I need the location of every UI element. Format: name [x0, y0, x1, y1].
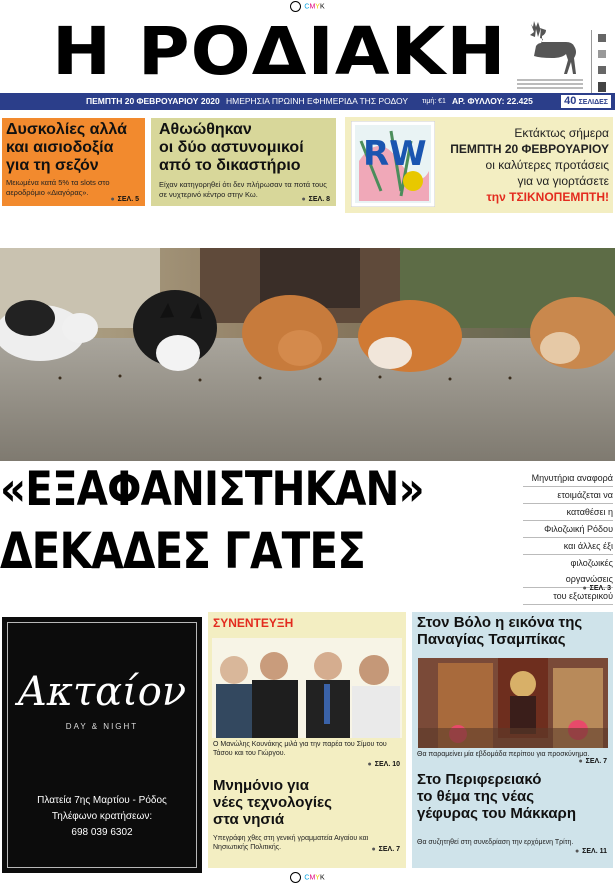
story-volos[interactable] — [412, 612, 613, 868]
interview-people-photo — [212, 638, 402, 738]
volos-summary: Θα παραμείνει μία εβδομάδα περίπου για προσκύνημα. — [417, 751, 590, 758]
cats-feeding-image — [0, 248, 615, 461]
issue-date: ΠΕΜΠΤΗ 20 ΦΕΒΡΟΥΑΡΙΟΥ 2020 — [86, 96, 220, 106]
story-police-headline: Αθωώθηκαν οι δύο αστυνομικοί από το δικαστήριο — [159, 121, 304, 174]
main-story-side-text: Μηνυτήρια αναφορά ετοιμάζεται να καταθέσει η Φιλοζωική Ρόδου και άλλες έξι φιλοζωικές οργανώσεις του εξωτερικού — [523, 470, 613, 605]
memorandum-headline: Μνημόνιο για νέες τεχνολογίες στα νησιά — [213, 777, 332, 828]
ad-aktaion[interactable] — [2, 617, 202, 873]
issue-number: ΑΡ. ΦΥΛΛΟΥ: 22.425 — [452, 96, 533, 106]
newspaper-tagline: ΗΜΕΡΗΣΙΑ ΠΡΩΙΝΗ ΕΦΗΜΕΡΙΔΑ ΤΗΣ ΡΟΔΟΥ — [226, 96, 409, 106]
main-story-page: ● ΣΕΛ. 3 — [582, 585, 611, 592]
barcode-strip — [591, 30, 612, 100]
story-interview[interactable] — [208, 612, 406, 868]
interview-caption: Ο Μανώλης Κουνάκης μιλά για την παρέα του Σίμου του Τάσου και του Γιώργου. — [213, 741, 387, 758]
bridge-page: ● ΣΕΛ. 11 — [575, 848, 607, 855]
page-count-badge: 40 ΣΕΛΙΔΕΣ — [561, 95, 611, 108]
main-headline-line1: «ΕΞΑΦΑΝΙΣΤΗΚΑΝ» — [0, 462, 424, 517]
interview-label: ΣΥΝΕΝΤΕΥΞΗ — [213, 616, 294, 630]
volos-page: ● ΣΕΛ. 7 — [578, 758, 607, 765]
barcode-icon — [592, 30, 612, 100]
story-police[interactable] — [151, 118, 336, 206]
main-headline-line2: ΔΕΚΑΔΕΣ ΓΑΤΕΣ — [0, 522, 366, 580]
memorandum-summary: Υπεγράφη χθες στη γενική γραμματεία Αιγαίου και Νησιωτικής Πολιτικής. — [213, 835, 369, 852]
print-registration-bottom: CMYK — [0, 872, 615, 883]
ad-subtitle: DAY & NIGHT — [65, 722, 139, 731]
bridge-headline: Στο Περιφερειακό το θέμα της νέας γέφυρας του Μάκκαρη — [417, 771, 576, 822]
bridge-summary: Θα συζητηθεί στη συνεδρίαση την ερχόμενη Τρίτη. — [417, 839, 574, 846]
cats-photo — [0, 248, 615, 461]
deer-logo-icon — [517, 18, 583, 92]
story-police-summary: Είχαν κατηγορηθεί ότι δεν πλήρωσαν τα ποτά τους σε νυχτερινό κέντρο στην Κω. — [159, 180, 327, 199]
masthead — [0, 8, 615, 92]
story-airport[interactable] — [2, 118, 145, 206]
promo-text: Εκτάκτως σήμερα ΠΕΜΠΤΗ 20 ΦΕΒΡΟΥΑΡΙΟΥ οι καλύτερες προτάσεις για να γιορτάσετε την ΤΣΙΚΝΟΠΕΜΠΤΗ! — [450, 126, 609, 204]
interview-page: ● ΣΕΛ. 10 — [368, 761, 400, 768]
story-police-page: ● ΣΕΛ. 8 — [301, 196, 330, 203]
story-airport-page: ● ΣΕΛ. 5 — [110, 196, 139, 203]
print-registration-top: CMYK — [0, 1, 615, 12]
volos-headline: Στον Βόλο η εικόνα της Παναγίας Τσαμπίκας — [417, 614, 583, 648]
story-airport-summary: Μειωμένα κατά 5% τα slots στο αεροδρόμιο «Διαγόρας». — [6, 178, 110, 197]
ad-contact: Πλατεία 7ης Μαρτίου - Ρόδος Τηλέφωνο κρατήσεων: 698 039 6302 — [37, 795, 167, 838]
memorandum-page: ● ΣΕΛ. 7 — [371, 846, 400, 853]
issue-price: τιμή: €1 — [422, 98, 446, 105]
magazine-cover-icon — [351, 121, 435, 207]
ad-brand: Ακταίον — [17, 669, 187, 715]
registration-mark-icon — [290, 872, 301, 883]
promo-logo: RW — [363, 134, 427, 174]
icon-photo — [418, 658, 608, 748]
promo-tsiknopempti[interactable] — [345, 117, 613, 213]
newspaper-title: Η ΡΟΔΙΑΚΗ — [52, 13, 507, 90]
issue-info-bar — [0, 93, 615, 110]
story-airport-headline: Δυσκολίες αλλά και αισιοδοξία για τη σεζόν — [6, 121, 127, 174]
